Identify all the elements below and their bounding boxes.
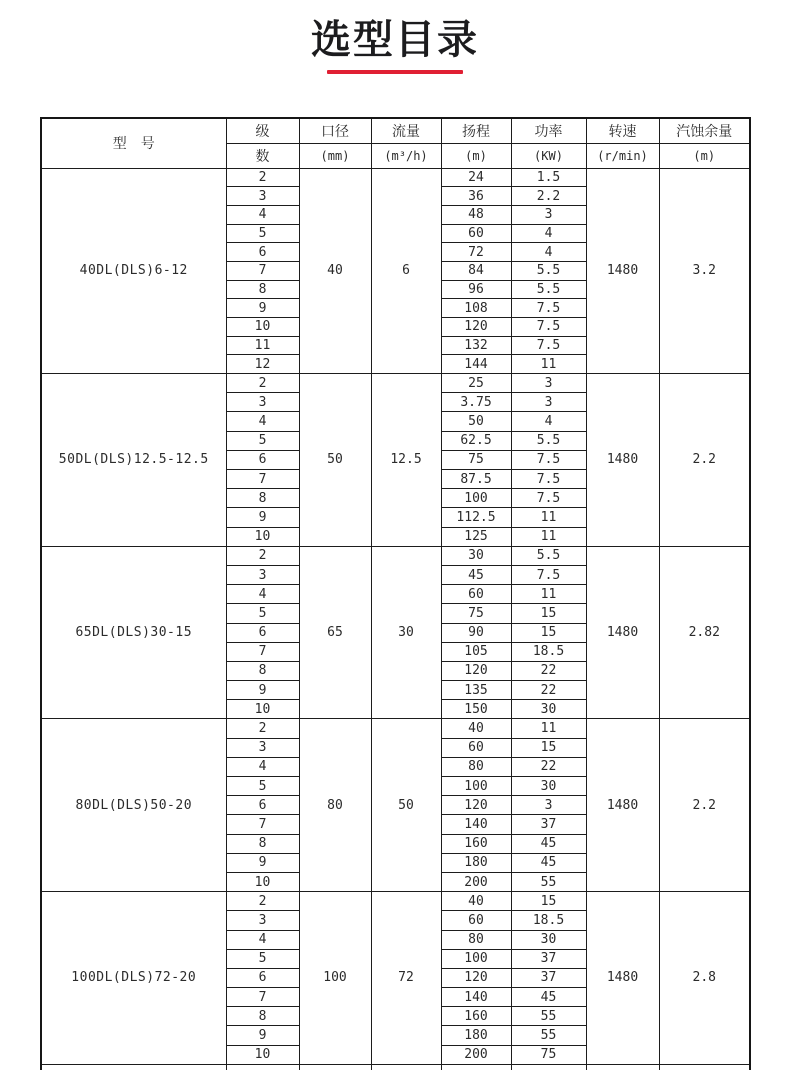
power-cell: 18.5 xyxy=(511,911,586,930)
power-cell: 4 xyxy=(511,412,586,431)
power-cell: 15 xyxy=(511,623,586,642)
power-cell: 55 xyxy=(511,1007,586,1026)
head-cell: 180 xyxy=(441,853,511,872)
head-cell: 108 xyxy=(441,299,511,318)
stages-cell: 4 xyxy=(226,585,299,604)
power-cell: 7.5 xyxy=(511,450,586,469)
col-header-diameter: 口径 xyxy=(299,118,371,143)
head-cell: 36 xyxy=(441,187,511,206)
flow-cell: 12.5 xyxy=(371,374,441,547)
npsh-cell: 2.8 xyxy=(659,892,750,1065)
stages-cell: 4 xyxy=(226,412,299,431)
col-unit-diameter: (mm) xyxy=(299,143,371,168)
selection-table xyxy=(40,117,751,1070)
diameter-cell: 65 xyxy=(299,546,371,719)
col-header-stages: 级 xyxy=(226,118,299,143)
stages-cell: 6 xyxy=(226,450,299,469)
diameter-cell: 40 xyxy=(299,168,371,374)
head-cell: 120 xyxy=(441,318,511,337)
head-cell: 200 xyxy=(441,872,511,891)
stages-cell: 8 xyxy=(226,1007,299,1026)
model-cell: 80DL(DLS)50-20 xyxy=(41,719,226,892)
head-cell: 100 xyxy=(441,489,511,508)
col-header-speed: 转速 xyxy=(586,118,659,143)
power-cell: 37 xyxy=(511,968,586,987)
power-cell: 7.5 xyxy=(511,318,586,337)
page-title: 选型目录 xyxy=(311,17,479,63)
speed-cell: 1480 xyxy=(586,374,659,547)
head-cell: 120 xyxy=(441,661,511,680)
head-cell: 150 xyxy=(441,700,511,719)
table-body xyxy=(41,168,750,1070)
diameter-cell: 80 xyxy=(299,719,371,892)
head-cell: 30 xyxy=(441,546,511,565)
model-cell xyxy=(41,1064,226,1070)
model-cell: 40DL(DLS)6-12 xyxy=(41,168,226,374)
stages-cell: 11 xyxy=(226,336,299,355)
power-cell: 3 xyxy=(511,393,586,412)
col-header-power: 功率 xyxy=(511,118,586,143)
head-cell: 50 xyxy=(441,412,511,431)
head-cell: 75 xyxy=(441,450,511,469)
power-cell: 75 xyxy=(511,1045,586,1064)
head-cell: 3.75 xyxy=(441,393,511,412)
head-cell: 45 xyxy=(441,565,511,584)
head-cell: 25 xyxy=(441,374,511,393)
head-cell: 40 xyxy=(441,719,511,738)
col-header-stages-bottom: 数 xyxy=(226,143,299,168)
head-cell: 160 xyxy=(441,1007,511,1026)
head-cell: 40 xyxy=(441,892,511,911)
head-cell: 48 xyxy=(441,205,511,224)
stages-cell: 6 xyxy=(226,623,299,642)
power-cell: 22 xyxy=(511,757,586,776)
head-cell: 62.5 xyxy=(441,431,511,450)
npsh-cell: 2.2 xyxy=(659,719,750,892)
head-cell: 80 xyxy=(441,757,511,776)
stages-cell: 4 xyxy=(226,930,299,949)
head-cell: 144 xyxy=(441,355,511,374)
stages-cell: 10 xyxy=(226,318,299,337)
stages-cell: 12 xyxy=(226,355,299,374)
power-cell: 11 xyxy=(511,508,586,527)
power-cell: 15 xyxy=(511,738,586,757)
stages-cell: 4 xyxy=(226,757,299,776)
power-cell: 55 xyxy=(511,872,586,891)
power-cell: 45 xyxy=(511,988,586,1007)
stages-cell: 3 xyxy=(226,393,299,412)
stages-cell: 7 xyxy=(226,261,299,280)
stages-cell: 7 xyxy=(226,988,299,1007)
head-cell: 140 xyxy=(441,988,511,1007)
stages-cell: 5 xyxy=(226,431,299,450)
flow-cell: 50 xyxy=(371,719,441,892)
col-unit-npsh: (m) xyxy=(659,143,750,168)
model-cell: 65DL(DLS)30-15 xyxy=(41,546,226,719)
stages-cell: 4 xyxy=(226,205,299,224)
head-cell: 84 xyxy=(441,261,511,280)
npsh-cell: 2.2 xyxy=(659,374,750,547)
table-row xyxy=(41,374,750,393)
head-cell: 100 xyxy=(441,777,511,796)
npsh-cell: 3.2 xyxy=(659,168,750,374)
power-cell: 5.5 xyxy=(511,431,586,450)
head-cell: 96 xyxy=(441,280,511,299)
power-cell: 11 xyxy=(511,585,586,604)
head-cell: 100 xyxy=(441,949,511,968)
stages-cell: 9 xyxy=(226,1026,299,1045)
stages-cell: 8 xyxy=(226,489,299,508)
stages-cell: 3 xyxy=(226,911,299,930)
head-cell: 75 xyxy=(441,604,511,623)
flow-cell xyxy=(371,1064,441,1070)
table-row xyxy=(41,719,750,738)
col-header-model: 型 号 xyxy=(41,118,226,168)
col-header-flow: 流量 xyxy=(371,118,441,143)
npsh-cell: 2.82 xyxy=(659,546,750,719)
head-cell: 60 xyxy=(441,911,511,930)
flow-cell: 30 xyxy=(371,546,441,719)
col-header-head: 扬程 xyxy=(441,118,511,143)
head-cell: 60 xyxy=(441,585,511,604)
stages-cell: 6 xyxy=(226,968,299,987)
power-cell: 22 xyxy=(511,681,586,700)
stages-cell: 9 xyxy=(226,681,299,700)
speed-cell: 1480 xyxy=(586,892,659,1065)
head-cell: 60 xyxy=(441,738,511,757)
power-cell: 7.5 xyxy=(511,336,586,355)
table-row-partial xyxy=(41,1064,750,1070)
stages-cell: 2 xyxy=(226,892,299,911)
table-row xyxy=(41,892,750,911)
table-row xyxy=(41,546,750,565)
table-header xyxy=(41,118,750,168)
power-cell: 55 xyxy=(511,1026,586,1045)
model-cell: 100DL(DLS)72-20 xyxy=(41,892,226,1065)
stages-cell: 8 xyxy=(226,834,299,853)
power-cell: 7.5 xyxy=(511,565,586,584)
power-cell: 30 xyxy=(511,930,586,949)
power-cell: 11 xyxy=(511,719,586,738)
head-cell: 135 xyxy=(441,681,511,700)
npsh-cell xyxy=(659,1064,750,1070)
power-cell: 4 xyxy=(511,243,586,262)
power-cell: 7.5 xyxy=(511,470,586,489)
stages-cell: 6 xyxy=(226,796,299,815)
power-cell: 30 xyxy=(511,777,586,796)
power-cell: 37 xyxy=(511,949,586,968)
power-cell: 30 xyxy=(511,700,586,719)
power-cell: 18.5 xyxy=(511,642,586,661)
head-cell: 140 xyxy=(441,815,511,834)
stages-cell: 5 xyxy=(226,224,299,243)
power-cell xyxy=(511,1064,586,1070)
stages-cell: 7 xyxy=(226,470,299,489)
stages-cell: 2 xyxy=(226,719,299,738)
stages-cell: 9 xyxy=(226,299,299,318)
head-cell: 160 xyxy=(441,834,511,853)
title-underline-accent xyxy=(327,70,463,74)
stages-cell: 3 xyxy=(226,738,299,757)
power-cell: 7.5 xyxy=(511,299,586,318)
stages-cell: 2 xyxy=(226,168,299,187)
head-cell: 80 xyxy=(441,930,511,949)
stages-cell xyxy=(226,1064,299,1070)
stages-cell: 8 xyxy=(226,661,299,680)
stages-cell: 2 xyxy=(226,546,299,565)
head-cell: 125 xyxy=(441,527,511,546)
col-unit-speed: (r/min) xyxy=(586,143,659,168)
stages-cell: 10 xyxy=(226,700,299,719)
power-cell: 45 xyxy=(511,834,586,853)
head-cell: 120 xyxy=(441,796,511,815)
stages-cell: 9 xyxy=(226,853,299,872)
power-cell: 45 xyxy=(511,853,586,872)
head-cell xyxy=(441,1064,511,1070)
power-cell: 1.5 xyxy=(511,168,586,187)
stages-cell: 7 xyxy=(226,642,299,661)
power-cell: 15 xyxy=(511,892,586,911)
stages-cell: 3 xyxy=(226,187,299,206)
table-row xyxy=(41,168,750,187)
header-row-top xyxy=(41,118,750,143)
stages-cell: 6 xyxy=(226,243,299,262)
power-cell: 37 xyxy=(511,815,586,834)
flow-cell: 6 xyxy=(371,168,441,374)
stages-cell: 3 xyxy=(226,565,299,584)
col-unit-flow: (m³/h) xyxy=(371,143,441,168)
power-cell: 7.5 xyxy=(511,489,586,508)
head-cell: 72 xyxy=(441,243,511,262)
diameter-cell: 100 xyxy=(299,892,371,1065)
stages-cell: 9 xyxy=(226,508,299,527)
col-unit-head: (m) xyxy=(441,143,511,168)
power-cell: 5.5 xyxy=(511,546,586,565)
flow-cell: 72 xyxy=(371,892,441,1065)
head-cell: 90 xyxy=(441,623,511,642)
head-cell: 87.5 xyxy=(441,470,511,489)
speed-cell: 1480 xyxy=(586,168,659,374)
power-cell: 2.2 xyxy=(511,187,586,206)
head-cell: 180 xyxy=(441,1026,511,1045)
stages-cell: 5 xyxy=(226,604,299,623)
diameter-cell xyxy=(299,1064,371,1070)
col-header-npsh: 汽蚀余量 xyxy=(659,118,750,143)
power-cell: 3 xyxy=(511,374,586,393)
power-cell: 11 xyxy=(511,355,586,374)
power-cell: 22 xyxy=(511,661,586,680)
col-unit-power: (KW) xyxy=(511,143,586,168)
stages-cell: 2 xyxy=(226,374,299,393)
speed-cell xyxy=(586,1064,659,1070)
head-cell: 24 xyxy=(441,168,511,187)
stages-cell: 10 xyxy=(226,1045,299,1064)
stages-cell: 5 xyxy=(226,949,299,968)
diameter-cell: 50 xyxy=(299,374,371,547)
stages-cell: 5 xyxy=(226,777,299,796)
power-cell: 3 xyxy=(511,205,586,224)
power-cell: 4 xyxy=(511,224,586,243)
stages-cell: 10 xyxy=(226,872,299,891)
stages-cell: 10 xyxy=(226,527,299,546)
power-cell: 5.5 xyxy=(511,261,586,280)
head-cell: 132 xyxy=(441,336,511,355)
speed-cell: 1480 xyxy=(586,719,659,892)
power-cell: 11 xyxy=(511,527,586,546)
head-cell: 112.5 xyxy=(441,508,511,527)
head-cell: 200 xyxy=(441,1045,511,1064)
head-cell: 105 xyxy=(441,642,511,661)
model-cell: 50DL(DLS)12.5-12.5 xyxy=(41,374,226,547)
power-cell: 5.5 xyxy=(511,280,586,299)
head-cell: 120 xyxy=(441,968,511,987)
speed-cell: 1480 xyxy=(586,546,659,719)
stages-cell: 7 xyxy=(226,815,299,834)
stages-cell: 8 xyxy=(226,280,299,299)
head-cell: 60 xyxy=(441,224,511,243)
power-cell: 15 xyxy=(511,604,586,623)
power-cell: 3 xyxy=(511,796,586,815)
